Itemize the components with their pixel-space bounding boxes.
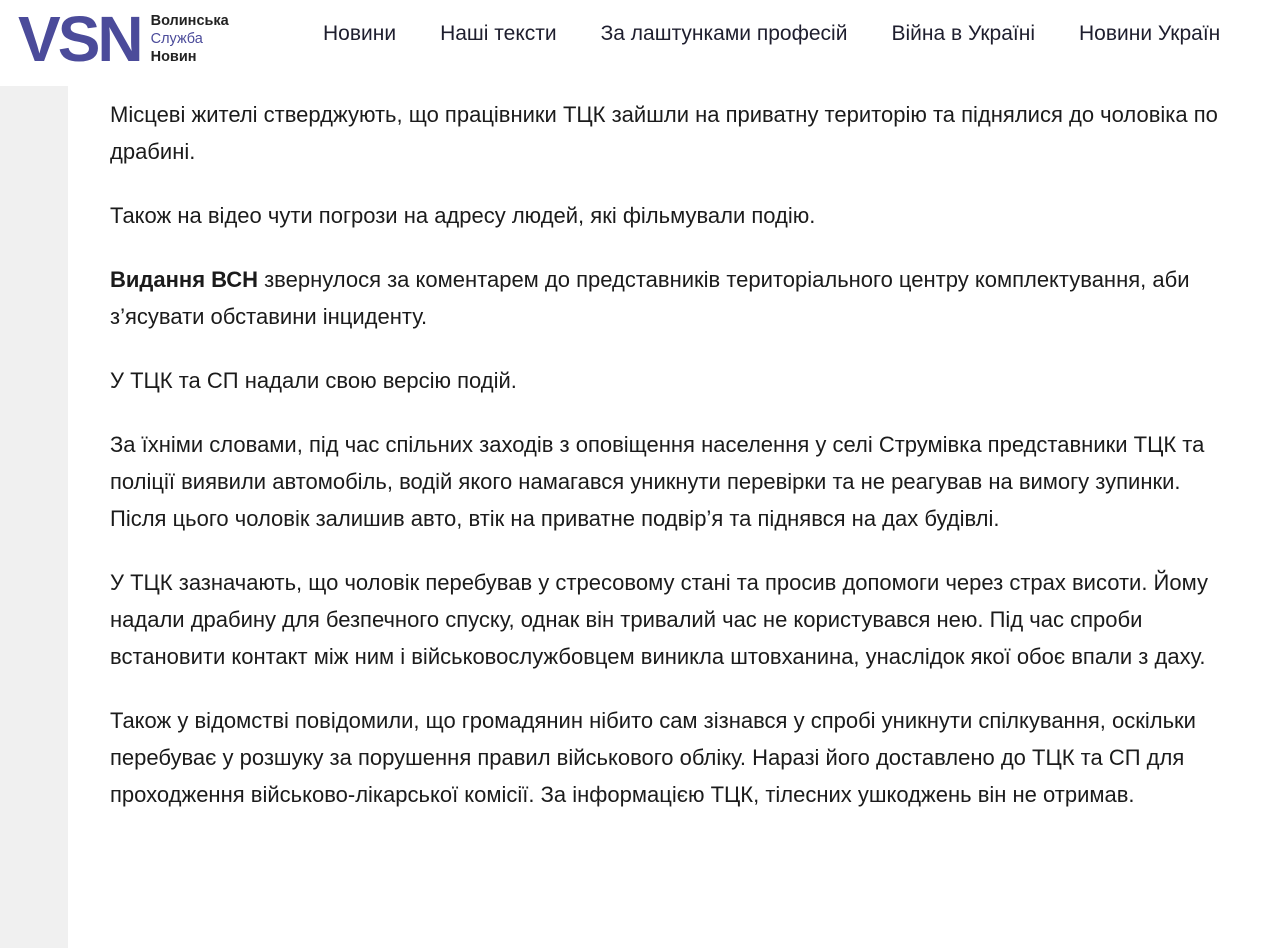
nav-item-ukraine-news[interactable]: Новини Україн [1078, 22, 1221, 45]
article-paragraph-2: Також на відео чути погрози на адресу людей, які фільмували подію. [110, 203, 816, 228]
publication-name: Видання ВСН [110, 267, 258, 292]
article-paragraph-7: Також у відомстві повідомили, що громадянин нібито сам зізнався у спробі уникнути спілкування, оскільки перебуває у розшуку за порушення правил військового обліку. Наразі його доставлено до ТЦК та СП для проходження військово-лікарської комісії. За інформацією ТЦК, тілесних ушкоджень він не отримав. [110, 708, 1196, 807]
article-paragraph-5: За їхніми словами, під час спільних заходів з оповіщення населення у селі Струмівка представники ТЦК та поліції виявили автомобіль, водій якого намагався уникнути перевірки та не реагував на вимогу зупинки. Після цього чоловік залишив авто, втік на приватне подвір’я та піднявся на дах будівлі. [110, 432, 1205, 531]
site-logo[interactable] [18, 3, 229, 75]
article-paragraph-3 [110, 261, 1240, 335]
article-paragraph-1: Місцеві жителі стверджують, що працівники ТЦК зайшли на приватну територію та піднялися до чоловіка по драбині. [110, 102, 1218, 164]
nav-item-behind-professions[interactable]: За лаштунками професій [600, 22, 848, 45]
logo-line-1: Волинська [150, 13, 229, 29]
article-paragraph-3-text: звернулося за коментарем до представників територіального центру комплектування, аби з’ясувати обставини інциденту. [110, 267, 1190, 329]
logo-line-2: Служба [150, 31, 203, 47]
logo-line-3: Новин [150, 49, 197, 65]
main-nav [323, 22, 1264, 46]
nav-item-war-in-ukraine[interactable]: Війна в Україні [891, 22, 1035, 45]
logo-mark[interactable]: VSN [18, 3, 141, 75]
article-container [68, 86, 1280, 948]
article-paragraph-4: У ТЦК та СП надали свою версію подій. [110, 368, 517, 393]
article-body [110, 96, 1240, 840]
nav-item-our-texts[interactable]: Наші тексти [440, 22, 557, 45]
logo-subtitle[interactable] [151, 12, 229, 66]
nav-item-news[interactable]: Новини [323, 22, 397, 45]
site-header [0, 0, 1280, 86]
article-paragraph-6: У ТЦК зазначають, що чоловік перебував у стресовому стані та просив допомоги через страх висоти. Йому надали драбину для безпечного спуску, однак він тривалий час не користувався нею. Під час спроби встановити контакт між ним і військовослужбовцем виникла штовханина, унаслідок якої обоє впали з даху. [110, 570, 1208, 669]
